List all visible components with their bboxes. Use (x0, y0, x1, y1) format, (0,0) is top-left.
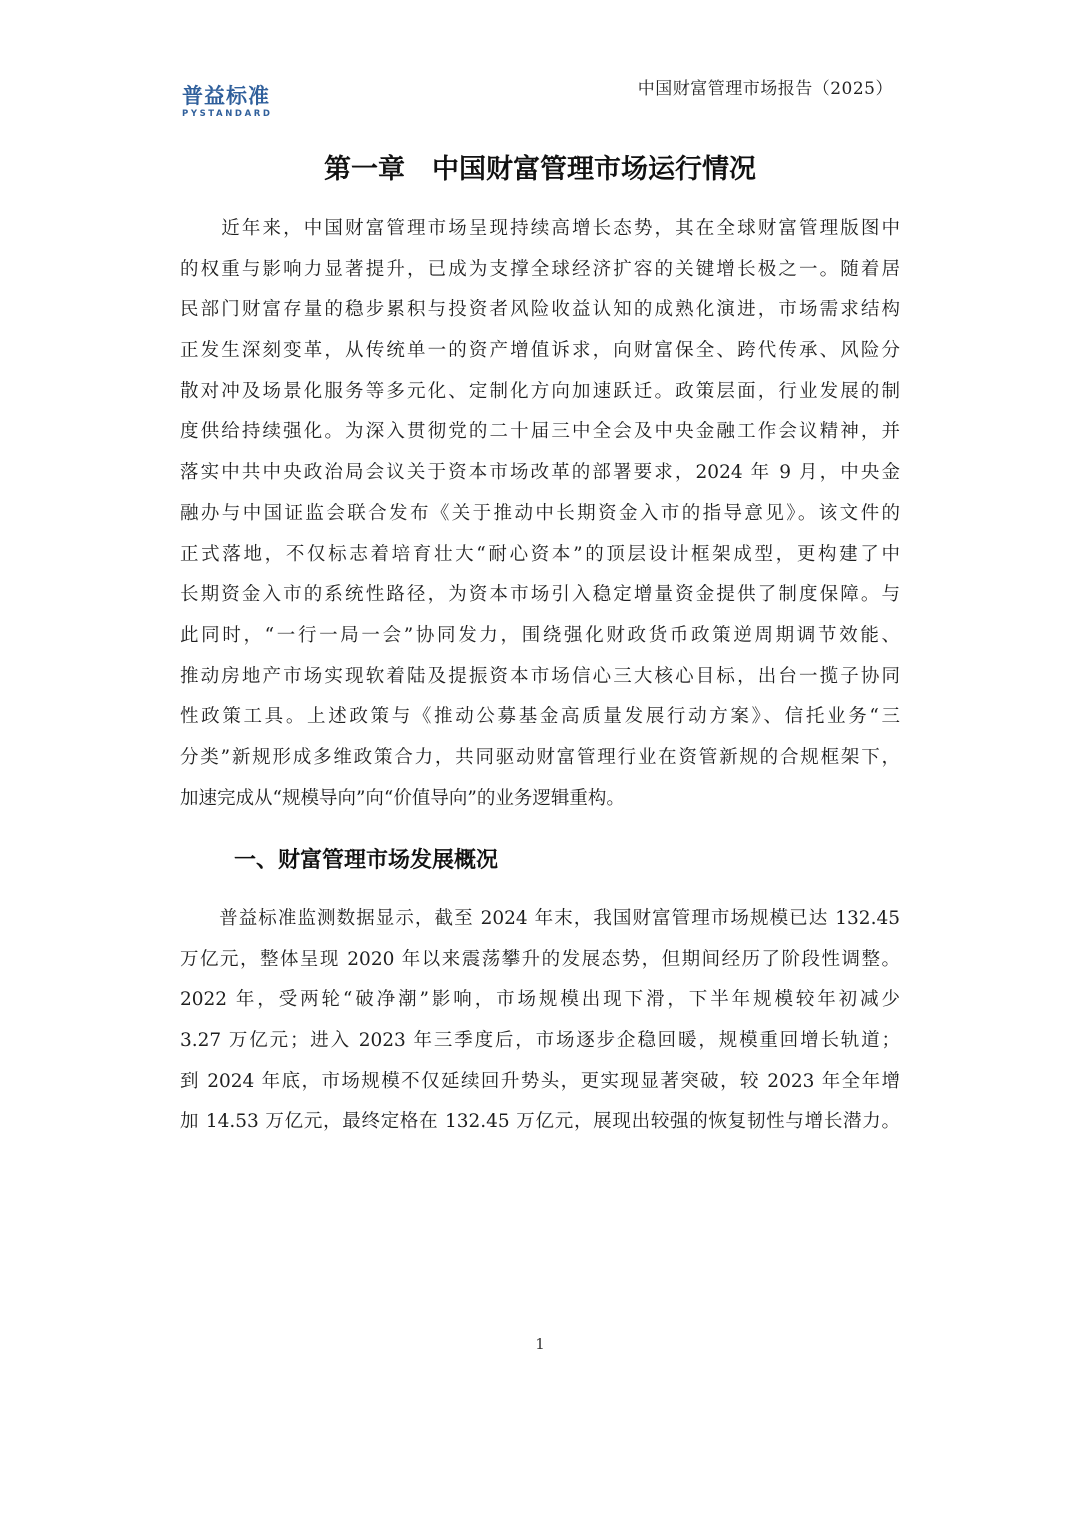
paragraph-line: 此同时，“一行一局一会”协同发力，围绕强化财政货币政策逆周期调节效能、 (180, 624, 900, 646)
paragraph-line: 加 14.53 万亿元，最终定格在 132.45 万亿元，展现出较强的恢复韧性与增长潜力。 (180, 1111, 900, 1133)
paragraph-line: 正式落地，不仅标志着培育壮大“耐心资本”的顶层设计框架成型，更构建了中 (180, 543, 900, 565)
logo-chinese-text: 普益标准 (182, 84, 270, 108)
paragraph-line: 推动房地产市场实现软着陆及提振资本市场信心三大核心目标，出台一揽子协同 (180, 665, 900, 687)
paragraph-line: 散对冲及场景化服务等多元化、定制化方向加速跃迁。政策层面，行业发展的制 (180, 380, 900, 402)
publisher-logo (182, 86, 273, 119)
paragraph-line: 3.27 万亿元；进入 2023 年三季度后，市场逐步企稳回暖，规模重回增长轨道； (180, 1030, 900, 1052)
paragraph-line: 2022 年，受两轮“破净潮”影响，市场规模出现下滑，下半年规模较年初减少 (180, 989, 900, 1011)
chapter-title: 第一章 中国财富管理市场运行情况 (324, 154, 756, 185)
paragraph-line: 性政策工具。上述政策与《推动公募基金高质量发展行动方案》、信托业务“三 (180, 706, 900, 728)
paragraph-line: 到 2024 年底，市场规模不仅延续回升势头，更实现显著突破，较 2023 年全年增 (180, 1070, 900, 1092)
logo-english-text: PYSTANDARD (182, 109, 273, 119)
paragraph-line: 正发生深刻变革，从传统单一的资产增值诉求，向财富保全、跨代传承、风险分 (180, 340, 900, 362)
paragraph-line: 普益标准监测数据显示，截至 2024 年末，我国财富管理市场规模已达 132.45 (180, 908, 900, 929)
paragraph-line: 度供给持续强化。为深入贯彻党的二十届三中全会及中央金融工作会议精神，并 (180, 421, 900, 443)
paragraph-line: 融办与中国证监会联合发布《关于推动中长期资金入市的指导意见》。该文件的 (180, 502, 900, 524)
section-paragraph (180, 899, 900, 1143)
paragraph-line: 分类”新规形成多维政策合力，共同驱动财富管理行业在资管新规的合规框架下， (180, 746, 900, 768)
intro-paragraph (180, 209, 900, 819)
paragraph-line: 近年来，中国财富管理市场呈现持续高增长态势，其在全球财富管理版图中 (180, 218, 900, 239)
paragraph-line: 民部门财富存量的稳步累积与投资者风险收益认知的成熟化演进，市场需求结构 (180, 299, 900, 321)
paragraph-line: 落实中共中央政治局会议关于资本市场改革的部署要求，2024 年 9 月，中央金 (180, 462, 900, 484)
paragraph-line: 长期资金入市的系统性路径，为资本市场引入稳定增量资金提供了制度保障。与 (180, 584, 900, 606)
paragraph-line: 万亿元，整体呈现 2020 年以来震荡攀升的发展态势，但期间经历了阶段性调整。 (180, 948, 900, 970)
page-number: 1 (535, 1335, 545, 1353)
paragraph-line: 的权重与影响力显著提升，已成为支撑全球经济扩容的关键增长极之一。随着居 (180, 258, 900, 280)
section-heading: 一、财富管理市场发展概况 (234, 848, 499, 873)
paragraph-line: 加速完成从“规模导向”向“价值导向”的业务逻辑重构。 (180, 787, 625, 809)
running-header-title: 中国财富管理市场报告（2025） (637, 79, 893, 99)
